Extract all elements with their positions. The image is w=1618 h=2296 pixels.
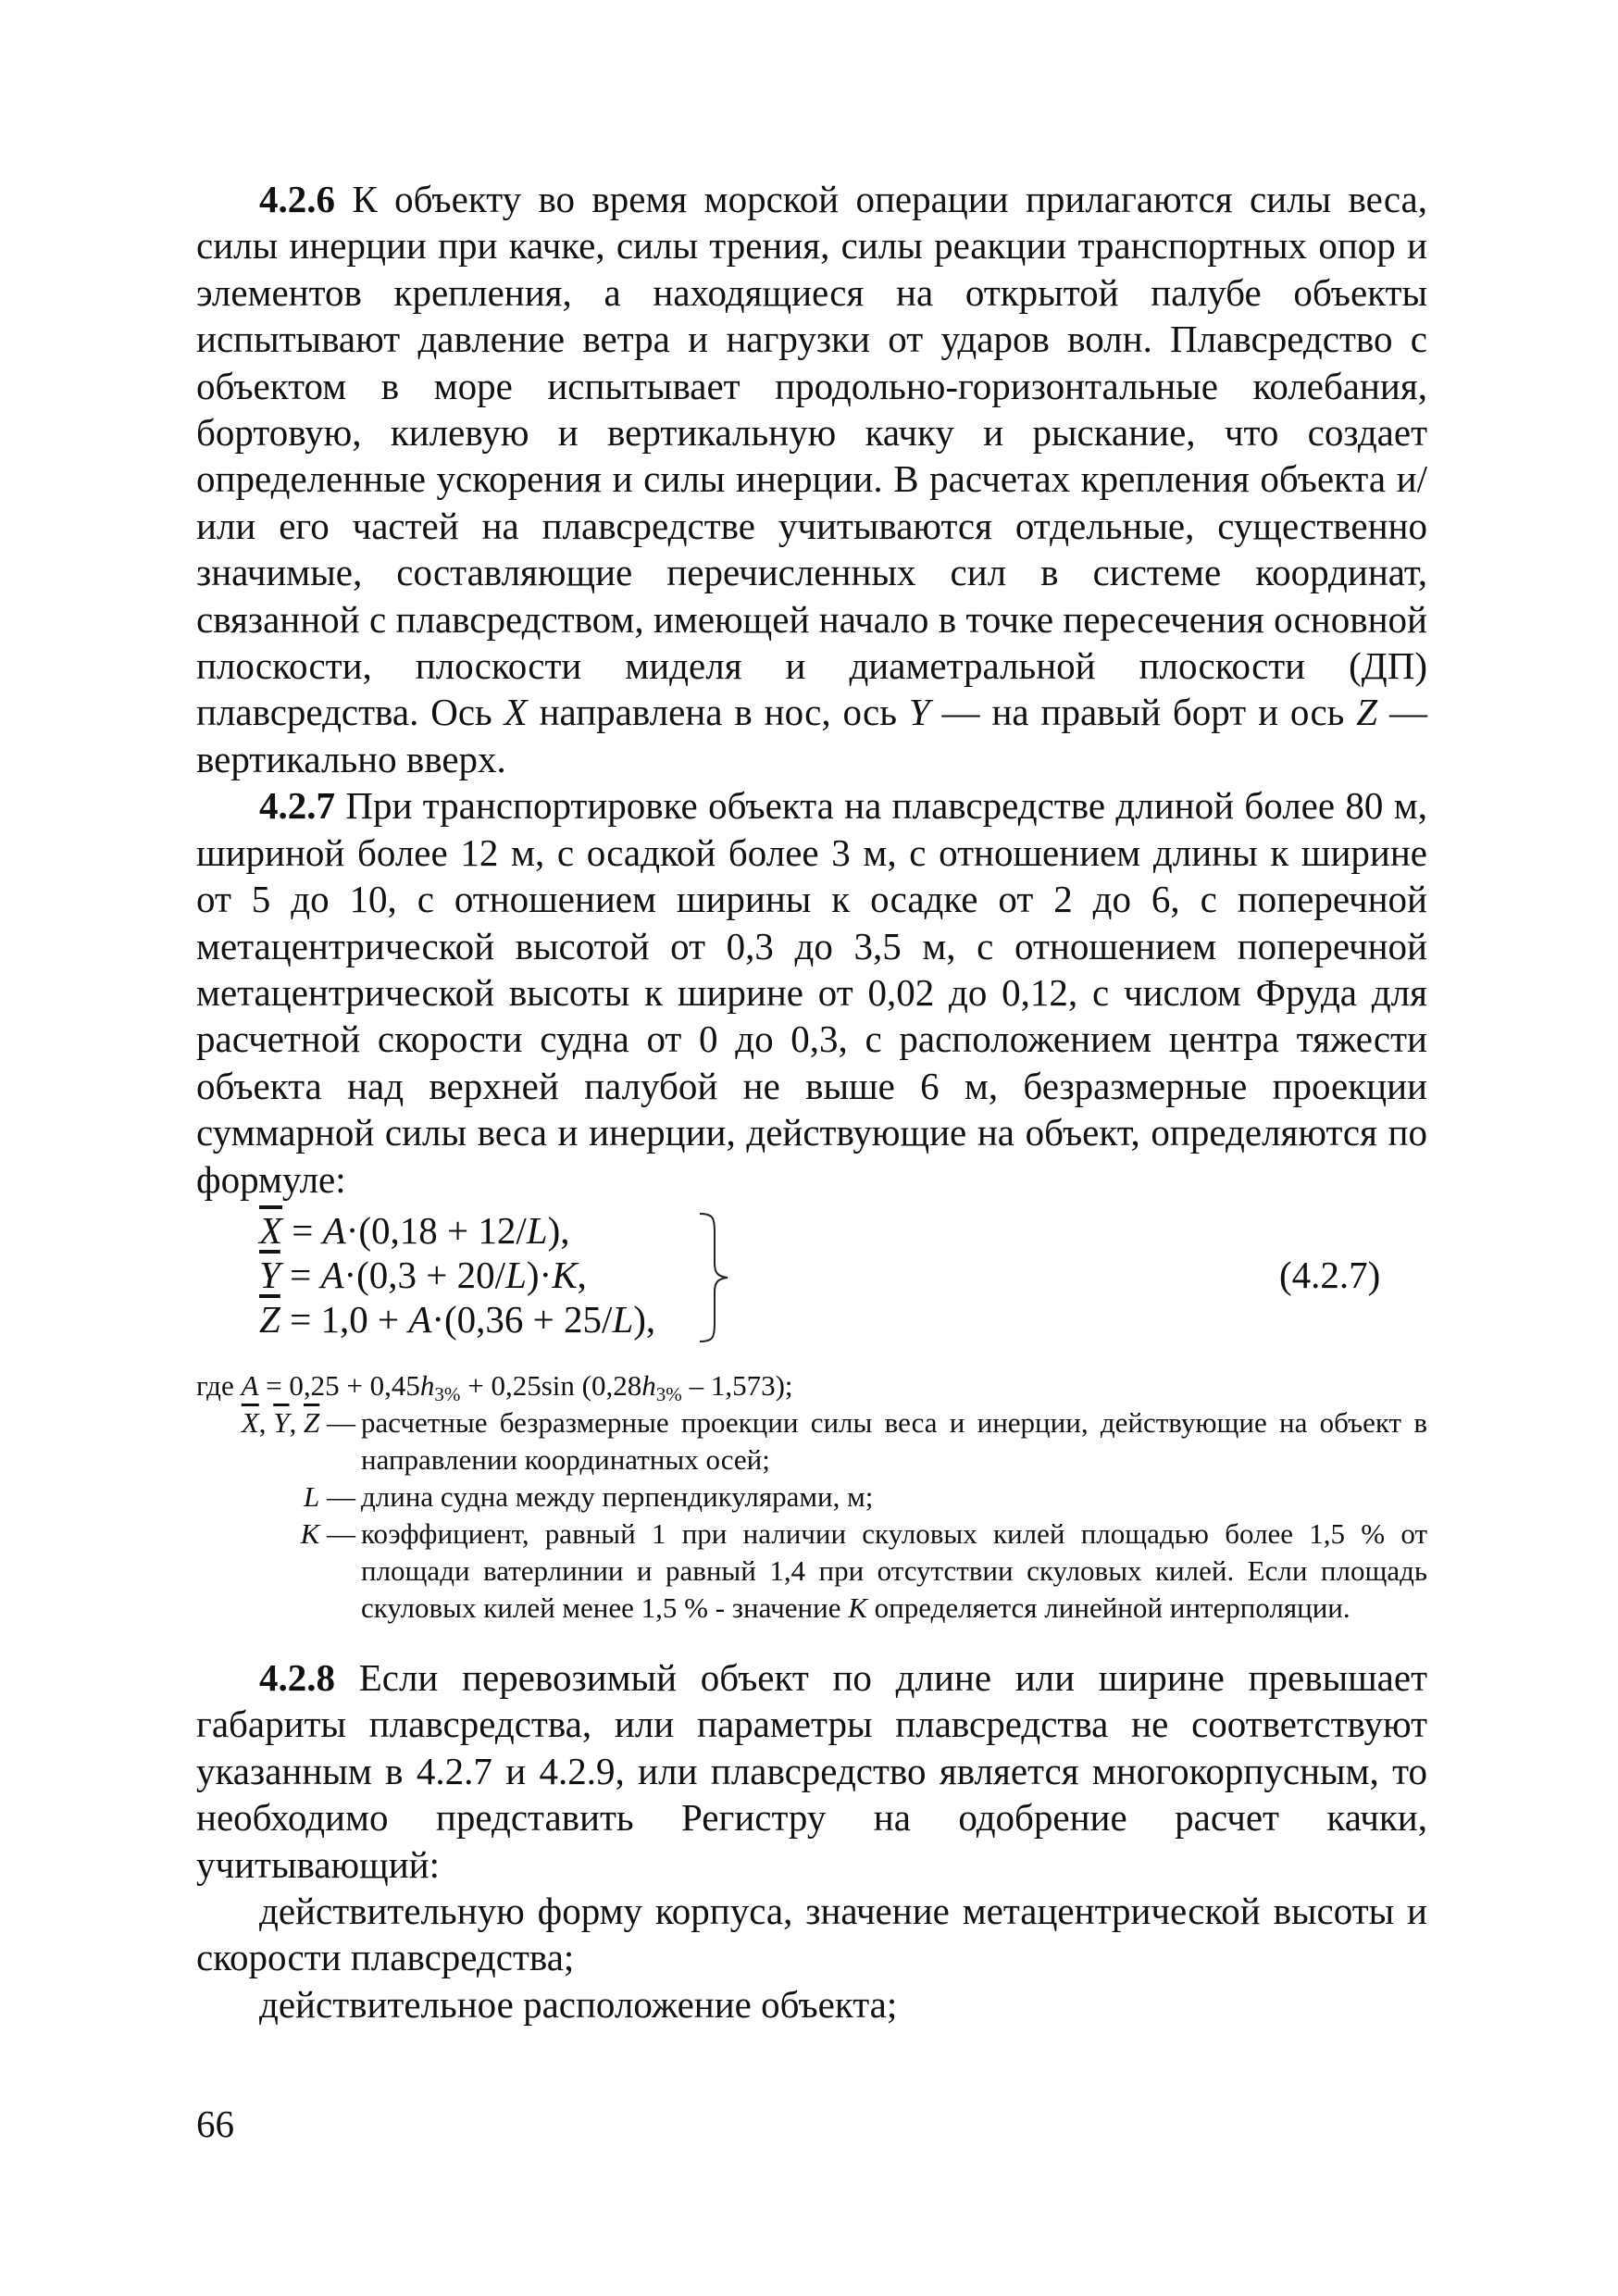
section-number: 4.2.8 xyxy=(259,1655,335,1699)
right-brace-icon xyxy=(696,1210,733,1345)
paragraph-4-2-6: 4.2.6 К объекту во время морской операции прилагаются силы веса, силы инерции при качке, силы трения, силы реакции транспортных опор и элементов крепления, а находящиеся на открытой палубе объекты испытывают давление ветра и нагрузки от ударов волн. Плавсредство с объектом в море испытывает продольно-горизонтальные колебания, бортовую, килевую и вертикальную качку и рыскание, что создает определенные ускорения и силы инерции. В расчетах крепления объекта и/или его частей на плавсредстве учитываются отдельные, существенно значимые, составляющие перечисленных сил в системе координат, связанной с плавсредством, имеющей начало в точке пересечения основной плоскости, плоскости миделя и диаметральной плоскости (ДП) плавсредства. Ось X направлена в нос, ось Y — на правый борт и ось Z — вертикально вверх. xyxy=(196,178,1427,780)
section-number: 4.2.7 xyxy=(259,784,335,828)
formula-number: (4.2.7) xyxy=(1279,1253,1381,1296)
page-content xyxy=(196,176,1427,2028)
legend-row-k: K — коэффициент, равный 1 при наличии скуловых килей площадью более 1,5 % от площади ватерлинии и равный 1,4 при отсутствии скуловых килей. Если площадь скуловых килей менее 1,5 % - значение K определяется линейной интерполяции. xyxy=(300,1516,1427,1624)
section-number: 4.2.6 xyxy=(259,178,335,220)
paragraph-4-2-7: 4.2.7 При транспортировке объекта на плавсредстве длиной более 80 м, шириной более 12 м, с осадкой более 3 м, с отношением длины к ширине от 5 до 10, с отношением ширины к осадке от 2 до 6, с поперечной метацентрической высотой от 0,3 до 3,5 м, с отношением поперечной метацентрической высоты к ширине от 0,02 до 0,12, с числом Фруда для расчетной скорости судна от 0 до 0,3, с расположением центра тяжести объекта над верхней палубой не выше 6 м, безразмерные проекции суммарной силы веса и инерции, действующие на объект, определяются по формуле: xyxy=(196,784,1427,1201)
paragraph-4-2-8: 4.2.8 Если перевозимый объект по длине или ширине превышает габариты плавсредства, или параметры плавсредства не соответствуют указанным в 4.2.7 и 4.2.9, или плавсредство является многокорпусным, то необходимо представить Регистру на одобрение расчет качки, учитывающий: xyxy=(196,1655,1427,1886)
formula-line-x: $\overline{X} = A\cdot(0,18 + 12/L)$, xyxy=(259,1208,570,1252)
list-item: действительную форму корпуса, значение метацентрической высоты и скорости плавсредства; xyxy=(196,1889,1427,1979)
legend-row-l: L — длина судна между перпендикулярами, м; xyxy=(304,1479,874,1513)
list-item: действительное расположение объекта; xyxy=(259,1982,898,2026)
formula-line-z: $\overline{Z} = 1,0 + A\cdot(0,36 + 25/L)$, xyxy=(259,1297,656,1341)
formula-line-y: $\overline{Y} = A\cdot(0,3 + 20/L)\cdot K$, xyxy=(259,1253,587,1296)
formula-4-2-7 xyxy=(196,1208,1427,1347)
formula-legend xyxy=(196,1367,1427,1627)
legend-row-xyz: $\overline{X}$, $\overline{Y}$, $\overline{Z}$ — расчетные безразмерные проекции силы веса и инерции, действующие на объект в направлении координатных осей; xyxy=(241,1405,1427,1476)
legend-a-definition: где $A = 0,25 + 0,45h_{3\%} + 0,25\sin$ $(0,28h_{3\%} - 1,573)$; xyxy=(196,1368,793,1405)
page-number: 66 xyxy=(196,2103,234,2145)
